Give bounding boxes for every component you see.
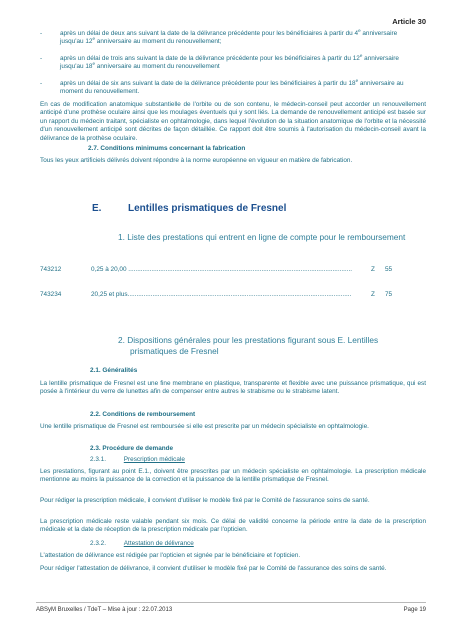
subheading-2-3-2: 2.3.2. Attestation de délivrance (90, 540, 194, 547)
prestation-value: 75 (385, 291, 393, 298)
paragraph-2-3-2-b: Pour rédiger l'attestation de délivrance, il convient d'utiliser le modèle fixé par le Comité de l'assurance des soins de santé. (40, 565, 387, 572)
paragraph-2-2: Une lentille prismatique de Fresnel est remboursée si elle est prescrite par un médecin spécialiste en ophtalmologie. (40, 423, 369, 430)
paragraph-2-3-1-a: Les prestations, figurant au point E.1., doivent être prescrites par un médecin spécialiste en ophtalmologie. La prescription médicale mentionne au moins la puissance de la correction et la puissance de la lentille prismatique de Fresnel. (40, 468, 426, 484)
footer-divider (36, 602, 426, 603)
prestation-value: 55 (385, 266, 393, 273)
bullet-item-2: - après un délai de trois ans suivant la date de la délivrance précédente pour les bénéficiaires à partir du 12e anniversaire jusqu'au 18e anniversaire au moment du renouvellement (40, 52, 399, 71)
subheading-2-7: 2.7. Conditions minimums concernant la fabrication (88, 145, 246, 152)
subheading-2-3: 2.3. Procédure de demande (90, 445, 174, 452)
bullet-dash: - (40, 80, 43, 87)
bullet-dash: - (40, 30, 43, 37)
bullet-item-3: - après un délai de six ans suivant la date de la délivrance précédente pour les bénéficiaires à partir du 18e anniversaire au moment du renouvellement. (40, 77, 404, 96)
footer-left-text: ABSyM Bruxelles / TdeT – Mise à jour : 22.07.2013 (36, 607, 173, 613)
prestation-row (40, 291, 420, 301)
heading-1: 1. Liste des prestations qui entrent en ligne de compte pour le remboursement (118, 232, 406, 242)
section-letter: E. (92, 203, 102, 214)
prestation-description: 20,25 et plus.............................................................................................................................. (91, 291, 352, 298)
article-number: Article 30 (392, 17, 426, 26)
subheading-2-3-1: 2.3.1. Prescription médicale (90, 456, 185, 463)
subheading-2-2: 2.2. Conditions de remboursement (90, 411, 196, 418)
bullet-item-1: - après un délai de deux ans suivant la date de la délivrance précédente pour les bénéficiaires à partir du 4e anniversaire jusqu'au 12e anniversaire au moment du renouvellement; (40, 27, 398, 46)
subheading-2-1: 2.1. Généralités (90, 367, 138, 374)
paragraph-2-7: Tous les yeux artificiels délivrés doivent répondre à la norme européenne en vigueur en matière de fabrication. (40, 157, 353, 164)
page-number: Page 19 (403, 607, 426, 613)
prestation-code: 743234 (40, 291, 62, 298)
paragraph-2-1: La lentille prismatique de Fresnel est une fine membrane en plastique, transparente et flexible avec une puissance prismatique, qui est posée à l'intérieur du verre de lunettes afin de compenser entre autres le strabisme ou le strabisme latent. (40, 380, 426, 396)
section-title: Lentilles prismatiques de Fresnel (128, 203, 287, 214)
paragraph-2-3-1-c: La prescription médicale reste valable pendant six mois. Ce délai de validité concerne la période entre la date de la prescription médicale et la date de réception de la prescription médicale par l'opticien. (40, 518, 426, 534)
prestation-z: Z (371, 266, 375, 273)
heading-2: 2. Dispositions générales pour les prestations figurant sous E. Lentilles prismatiques de Fresnel (118, 335, 379, 356)
paragraph-2-3-2-a: L'attestation de délivrance est rédigée par l'opticien et signée par le bénéficiaire et l'opticien. (40, 552, 301, 559)
prestation-description: 0,25 à 20,00 .............................................................................................................................. (91, 266, 353, 273)
paragraph-2-3-1-b: Pour rédiger la prescription médicale, il convient d'utiliser le modèle fixé par le Comité de l'assurance soins de santé. (40, 497, 370, 504)
bullet-dash: - (40, 55, 43, 62)
prestation-code: 743212 (40, 266, 62, 273)
paragraph-modification: En cas de modification anatomique substantielle de l'orbite ou de son contenu, le médecin-conseil peut accorder un renouvellement anticipé d'une prothèse oculaire ainsi que les moulages éventuels qui y sont liés. La demande de renouvellement anticipé est basée sur un rapport du médecin traitant, spécialiste en ophtalmologie, dans lequel l'évolution de la situation anatomique de l'orbite et la nécessité d'un renouvellement anticipé sont décrites de façon détaillée. Ce rapport doit être soumis à l'autorisation du médecin-conseil avant la délivrance de la prothèse oculaire. (40, 101, 426, 142)
prestation-row (40, 266, 420, 276)
prestation-z: Z (371, 291, 375, 298)
